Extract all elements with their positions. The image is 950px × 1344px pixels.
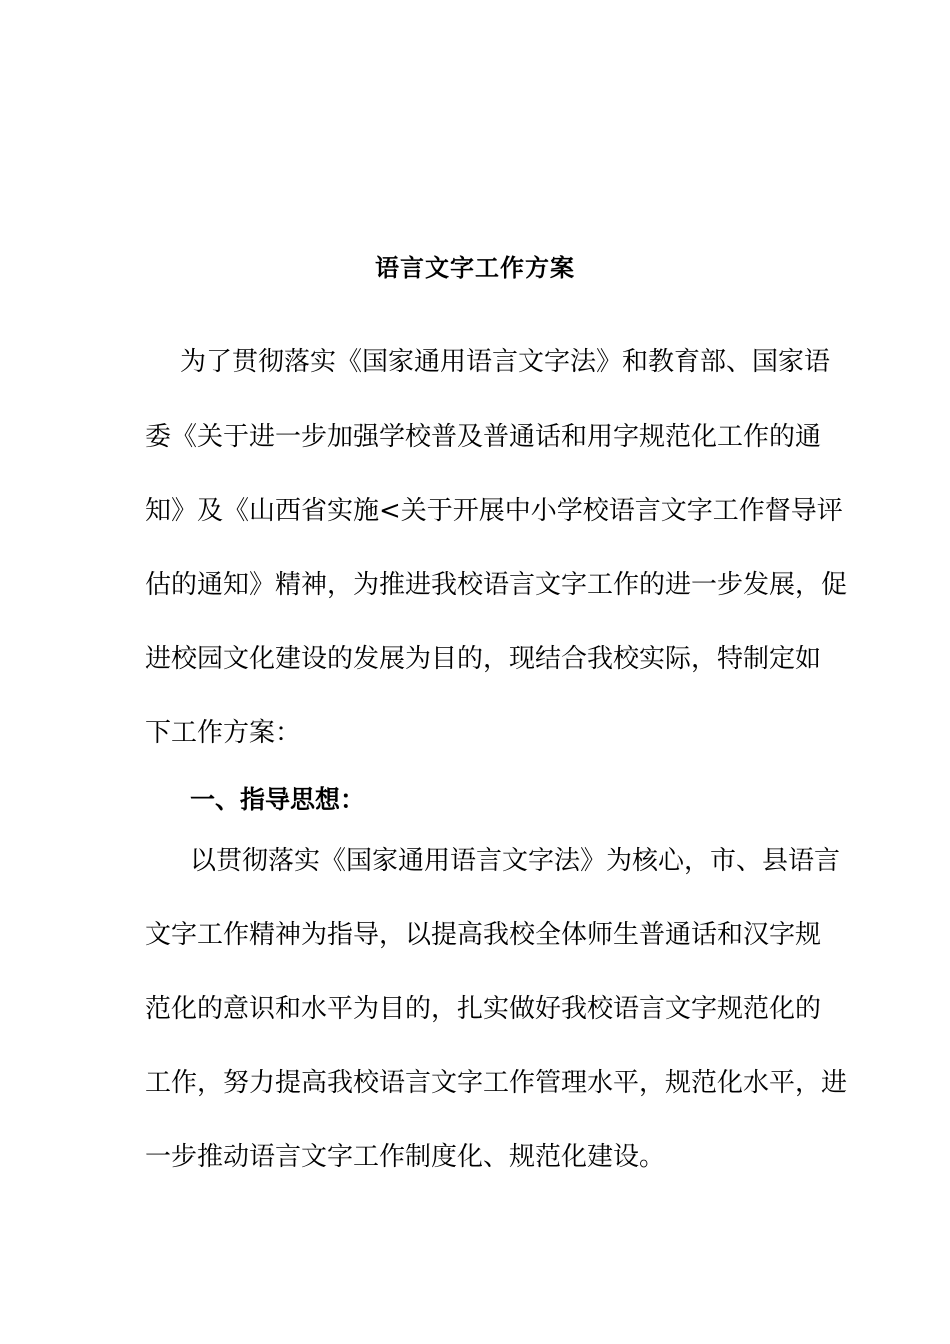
paragraph-2-line-5: 一步推动语言文字工作制度化、规范化建设。: [145, 1142, 666, 1172]
paragraph-1-line-2: 委《关于进一步加强学校普及普通话和用字规范化工作的通: [145, 422, 822, 452]
paragraph-1-line-6: 下工作方案：: [145, 718, 302, 748]
paragraph-2-line-3: 范化的意识和水平为目的，扎实做好我校语言文字规范化的: [145, 994, 822, 1024]
paragraph-1-line-4: 估的通知》精神，为推进我校语言文字工作的进一步发展，促: [145, 570, 848, 600]
paragraph-1-line-3: 知》及《山西省实施<关于开展中小学校语言文字工作督导评: [145, 496, 843, 526]
paragraph-1-line-5: 进校园文化建设的发展为目的，现结合我校实际，特制定如: [145, 644, 822, 674]
paragraph-2-line-1: 以贯彻落实《国家通用语言文字法》为核心，市、县语言: [190, 846, 841, 876]
paragraph-1-line-1: 为了贯彻落实《国家通用语言文字法》和教育部、国家语: [180, 347, 831, 377]
section-heading-guiding-ideology: 一、指导思想：: [190, 785, 366, 814]
document-title: 语言文字工作方案: [375, 254, 575, 282]
paragraph-2-line-2: 文字工作精神为指导，以提高我校全体师生普通话和汉字规: [145, 920, 822, 950]
paragraph-2-line-4: 工作，努力提高我校语言文字工作管理水平，规范化水平，进: [145, 1068, 848, 1098]
